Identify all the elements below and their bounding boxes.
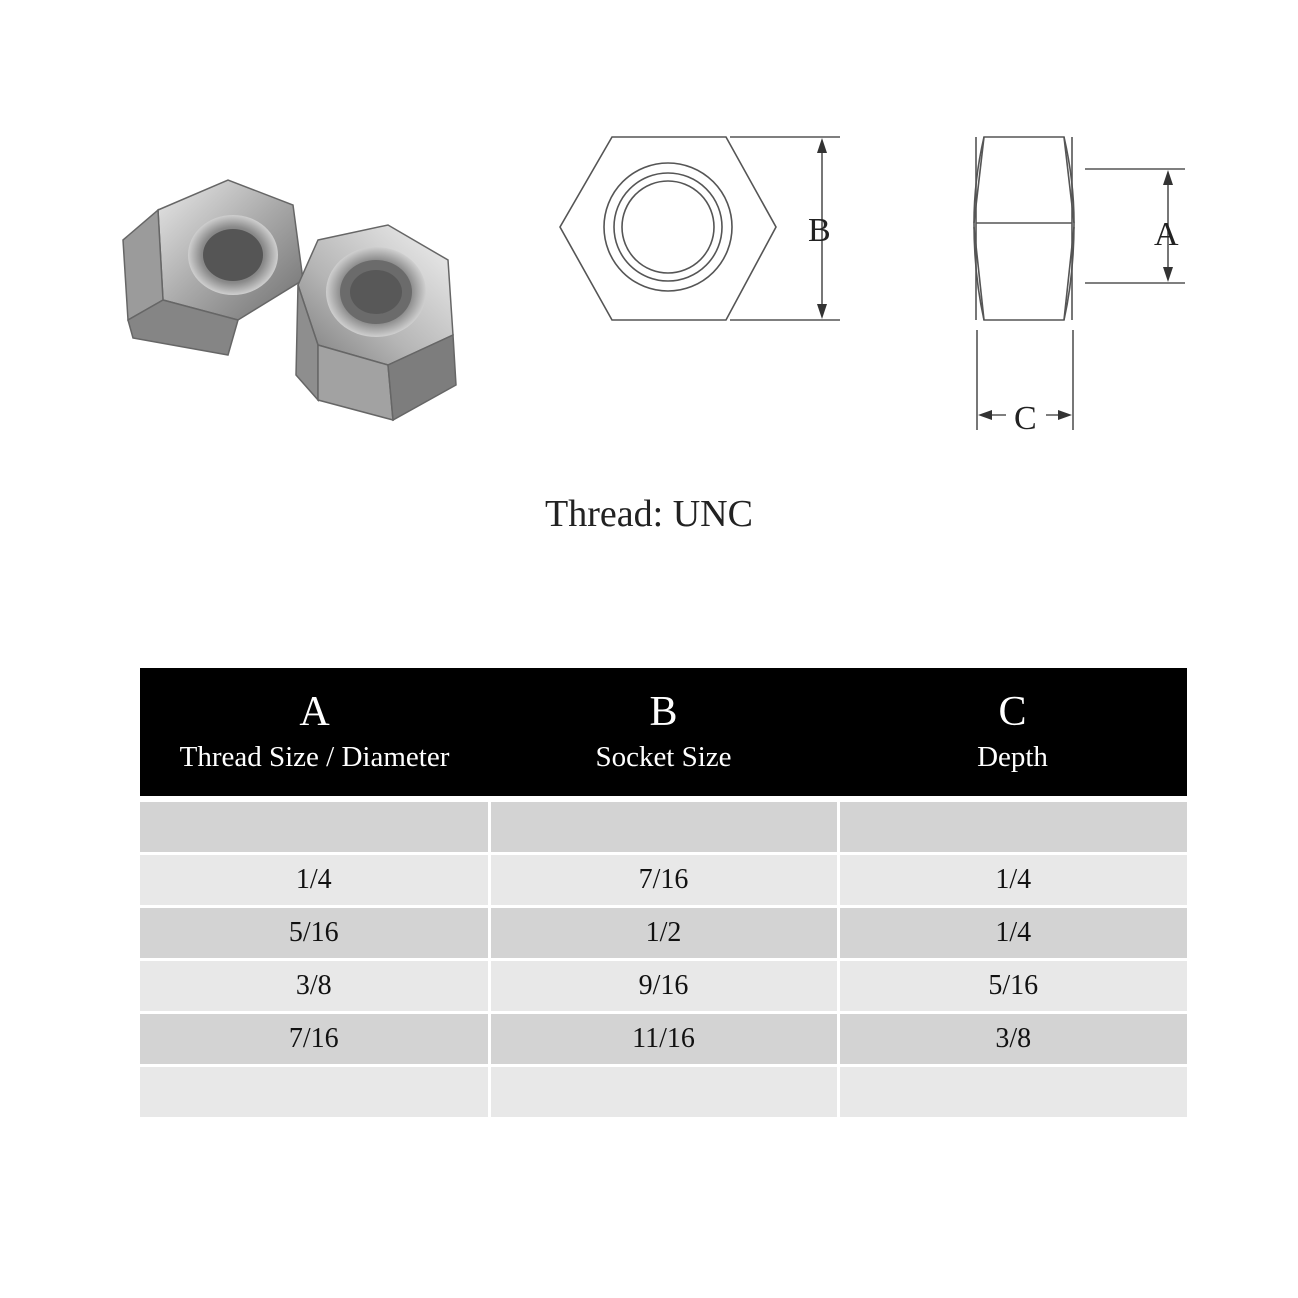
dimension-b-label: B: [808, 212, 831, 249]
header-a-title: Thread Size / Diameter: [179, 741, 450, 773]
header-c: [838, 668, 1187, 799]
table-header-row: [140, 668, 1187, 799]
table-cell: [489, 799, 838, 854]
header-b: [489, 668, 838, 799]
table-cell: [838, 799, 1187, 854]
table-cell: [838, 1066, 1187, 1119]
table-cell: 3/8: [838, 1013, 1187, 1066]
hex-side-view-diagram: [960, 125, 1190, 445]
thread-type-label: Thread: UNC: [545, 493, 753, 535]
chamfer-circle: [604, 163, 732, 291]
bore-outer-circle: [614, 173, 722, 281]
table-spacer-row: [140, 799, 1187, 854]
table-cell: 7/16: [140, 1013, 489, 1066]
table-cell: 9/16: [489, 960, 838, 1013]
table-cell: [140, 1066, 489, 1119]
table-cell: [489, 1066, 838, 1119]
table-cell: 1/4: [838, 854, 1187, 907]
dimension-a-label: A: [1154, 216, 1179, 253]
table-row: [140, 960, 1187, 1013]
table-spacer-row: [140, 1066, 1187, 1119]
header-a-letter: A: [299, 689, 330, 735]
table-cell: 5/16: [838, 960, 1187, 1013]
hex-nuts-photo: [118, 170, 468, 430]
table-cell: 11/16: [489, 1013, 838, 1066]
bore-inner-circle: [622, 181, 714, 273]
header-a: [140, 668, 489, 799]
header-c-letter: C: [998, 689, 1027, 735]
front-nut: [296, 225, 456, 420]
header-c-title: Depth: [977, 741, 1048, 773]
side-profile: [974, 137, 1074, 320]
table-cell: 1/4: [140, 854, 489, 907]
hex-front-view-diagram: [540, 125, 870, 335]
dimension-c-label: C: [1014, 400, 1037, 437]
hex-outline: [560, 137, 776, 320]
table-cell: 7/16: [489, 854, 838, 907]
dimensions-table: [140, 668, 1187, 1120]
table-cell: [140, 799, 489, 854]
table-cell: 1/2: [489, 907, 838, 960]
table-row: [140, 1013, 1187, 1066]
table-row: [140, 854, 1187, 907]
table-cell: 1/4: [838, 907, 1187, 960]
back-nut: [123, 180, 303, 355]
table-cell: 5/16: [140, 907, 489, 960]
table-row: [140, 907, 1187, 960]
table-cell: 3/8: [140, 960, 489, 1013]
header-b-title: Socket Size: [595, 741, 732, 773]
header-b-letter: B: [649, 689, 678, 735]
